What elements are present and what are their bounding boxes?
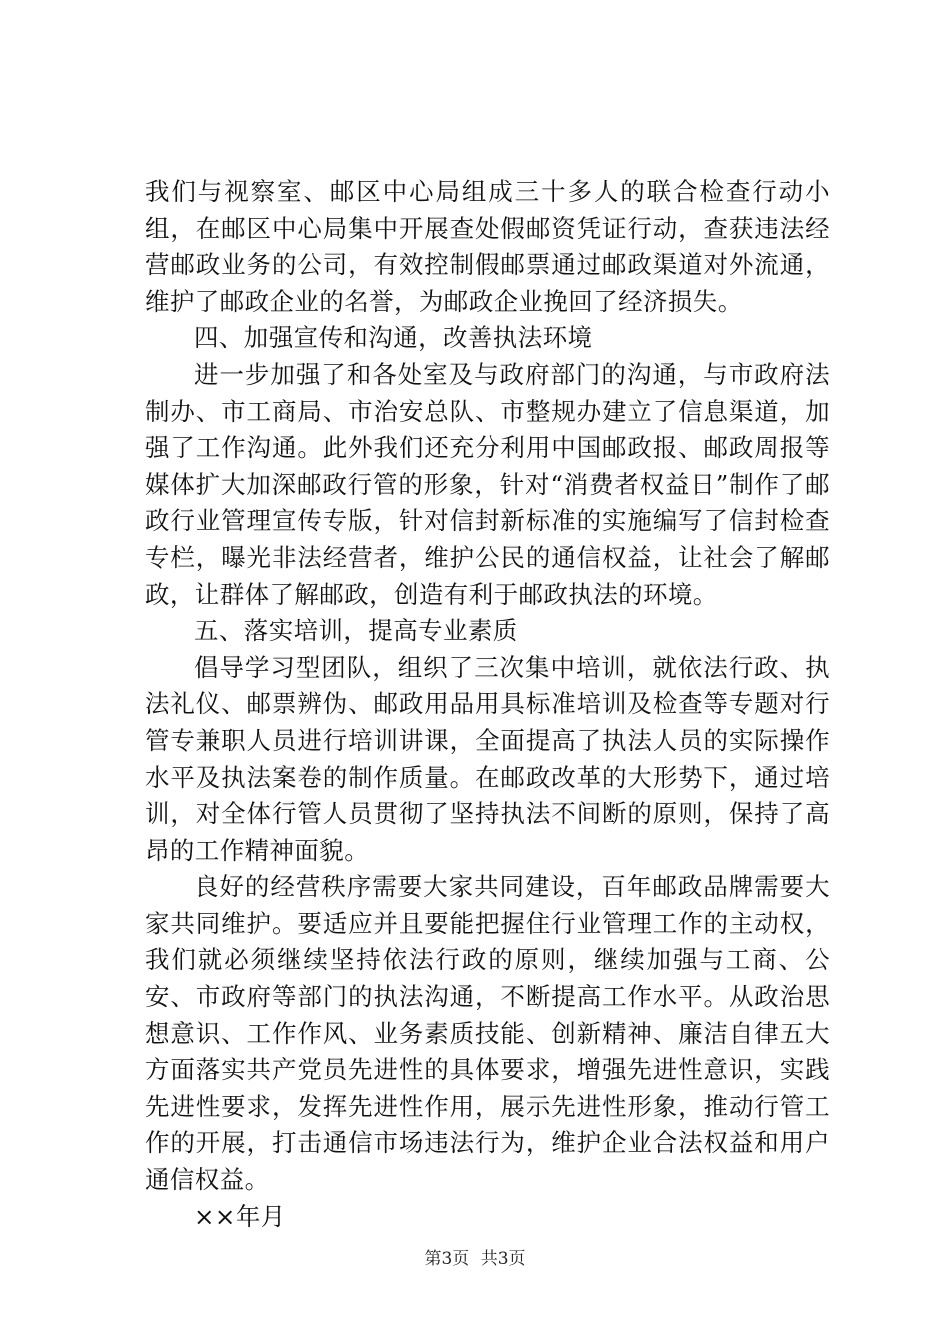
page-footer [0, 1244, 950, 1269]
paragraph-1: 我们与视察室、邮区中心局组成三十多人的联合检查行动小组，在邮区中心局集中开展查处假邮资凭证行动，查获违法经营邮政业务的公司，有效控制假邮票通过邮政渠道对外流通，维护了邮政企业的名誉，为邮政企业挽回了经济损失。 [145, 177, 830, 316]
document-body [145, 174, 830, 1235]
section-heading-5: 五、落实培训，提高专业素质 [194, 616, 518, 646]
paragraph-2: 进一步加强了和各处室及与政府部门的沟通，与市政府法制办、市工商局、市治安总队、市整规办建立了信息渠道，加强了工作沟通。此外我们还充分利用中国邮政报、邮政周报等媒体扩大加深邮政行管的形象，针对“消费者权益日”制作了邮政行业管理宣传专版，针对信封新标准的实施编写了信封检查专栏，曝光非法经营者，维护公民的通信权益，让社会了解邮政，让群体了解邮政，创造有利于邮政执法的环境。 [145, 359, 830, 609]
date-line: ××年月 [194, 1201, 286, 1231]
paragraph-4: 良好的经营秩序需要大家共同建设，百年邮政品牌需要大家共同维护。要适应并且要能把握住行业管理工作的主动权，我们就必须继续坚持依法行政的原则，继续加强与工商、公安、市政府等部门的执法沟通，不断提高工作水平。从政治思想意识、工作作风、业务素质技能、创新精神、廉洁自律五大方面落实共产党员先进性的具体要求，增强先进性意识，实践先进性要求，发挥先进性作用，展示先进性形象，推动行管工作的开展，打击通信市场违法行为，维护企业合法权益和用户通信权益。 [145, 872, 830, 1195]
section-heading-4: 四、加强宣传和沟通，改善执法环境 [194, 323, 593, 353]
paragraph-3: 倡导学习型团队，组织了三次集中培训，就依法行政、执法礼仪、邮票辨伪、邮政用品用具标准培训及检查等专题对行管专兼职人员进行培训讲课，全面提高了执法人员的实际操作水平及执法案卷的制作质量。在邮政改革的大形势下，通过培训，对全体行管人员贯彻了坚持执法不间断的原则，保持了高昂的工作精神面貌。 [145, 652, 830, 865]
page-total: 共3页 [480, 1249, 526, 1269]
page-number: 第3页 [424, 1249, 470, 1269]
